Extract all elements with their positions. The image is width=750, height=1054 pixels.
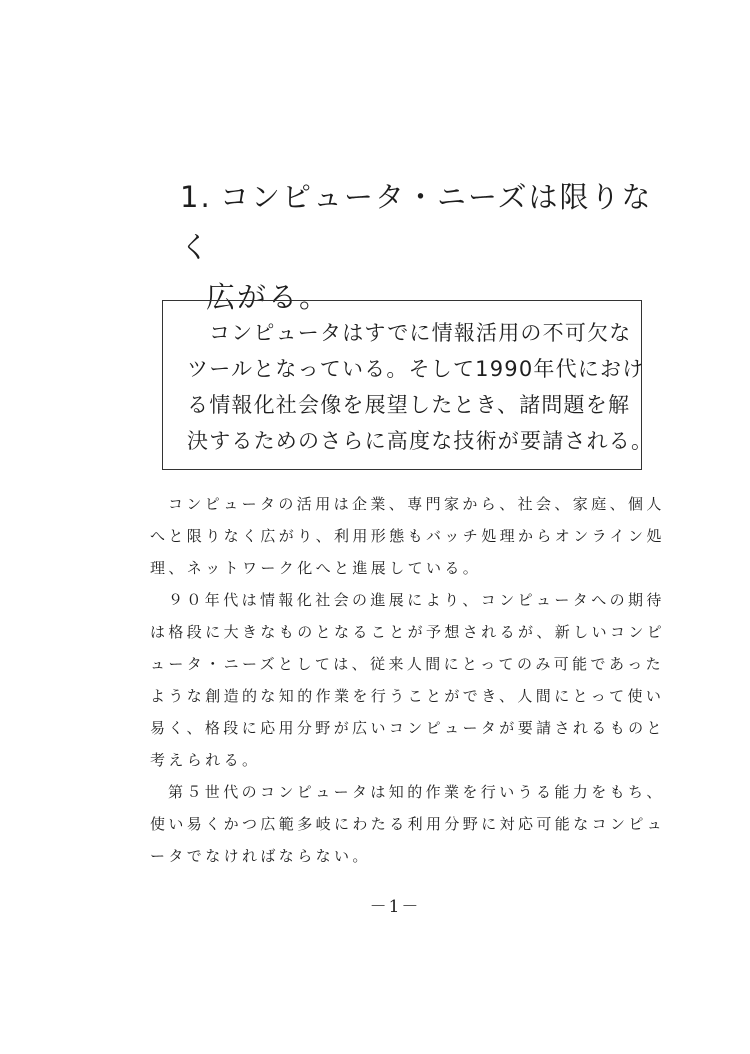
body-line: 理、ネットワーク化へと進展している。: [150, 559, 482, 577]
section-title-line-1: コンピュータ・ニーズは限りなく: [180, 180, 653, 264]
body-line: ュータ・ニーズとしては、従来人間にとってのみ可能であった: [150, 655, 665, 673]
section-number: 1.: [180, 180, 212, 214]
summary-line: コンピュータはすでに情報活用の不可欠な: [209, 321, 632, 345]
body-line: は格段に大きなものとなることが予想されるが、新しいコンピ: [150, 623, 666, 641]
body-line: コンピュータの活用は企業、専門家から、社会、家庭、個人: [168, 495, 665, 513]
body-line: 易く、格段に応用分野が広いコンピュータが要請されるものと: [150, 719, 665, 737]
page-number: －1－: [369, 897, 421, 917]
summary-line: 決するためのさらに高度な技術が要請される。: [187, 429, 654, 453]
body-line: ータでなければならない。: [150, 847, 371, 865]
body-line: 使い易くかつ広範多岐にわたる利用分野に対応可能なコンピュ: [150, 815, 666, 833]
section-title-line-2: 広がる。: [206, 280, 331, 314]
body-line: 考えられる。: [150, 751, 261, 769]
summary-box: [162, 300, 654, 470]
body-line: へと限りなく広がり、利用形態もバッチ処理からオンライン処: [150, 527, 665, 545]
summary-line: る情報化社会像を展望したとき、諸問題を解: [187, 393, 631, 417]
body-line: ような創造的な知的作業を行うことができ、人間にとって使い: [150, 687, 665, 705]
body-line: ９０年代は情報化社会の進展により、コンピュータへの期待: [168, 591, 665, 609]
summary-line: ツールとなっている。そして1990年代におけ: [187, 357, 645, 381]
body-line: 第５世代のコンピュータは知的作業を行いうる能力をもち、: [168, 783, 665, 801]
body-text: [150, 488, 666, 872]
